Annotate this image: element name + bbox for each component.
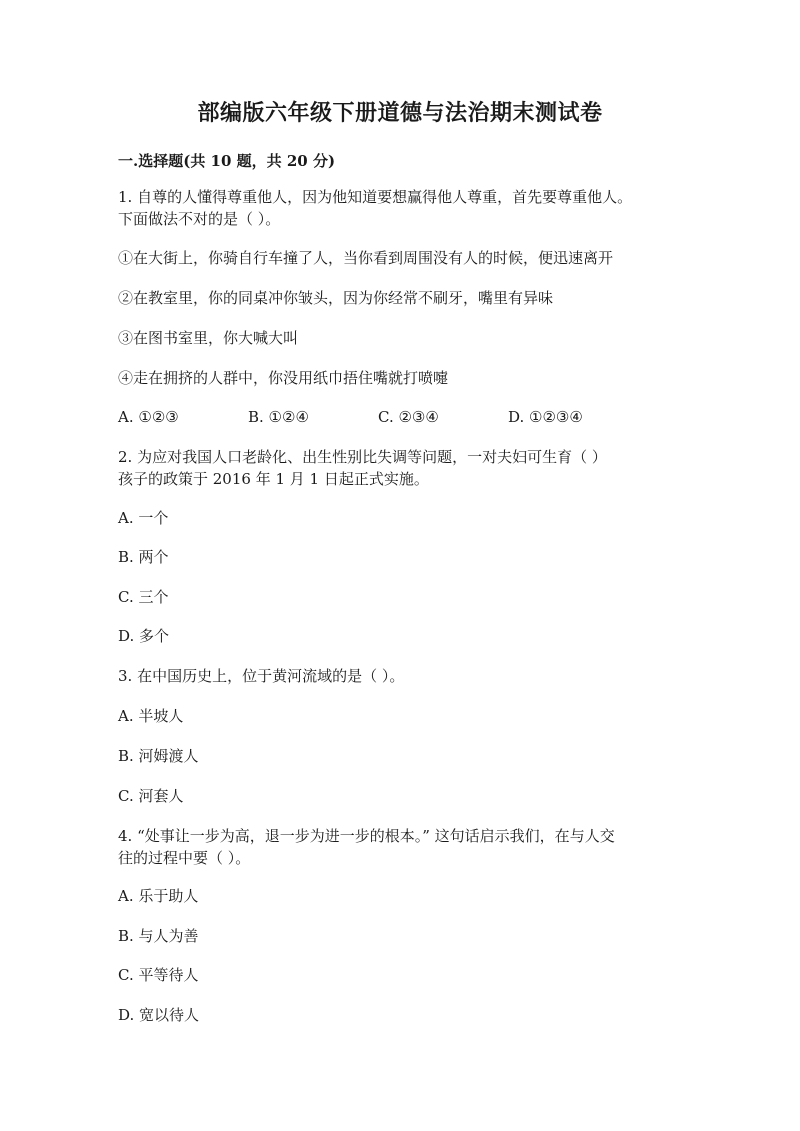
q3-option-a: A. 半坡人 [118, 707, 184, 725]
q2-option-d: D. 多个 [118, 627, 170, 645]
q1-statement-1: ①在大街上，你骑自行车撞了人，当你看到周围没有人的时候，便迅速离开 [118, 249, 614, 267]
q1-stem-line1: 1. 自尊的人懂得尊重他人，因为他知道要想赢得他人尊重，首先要尊重他人。 [118, 188, 633, 206]
q4-option-a: A. 乐于助人 [118, 887, 199, 905]
q3-option-c: C. 河套人 [118, 787, 184, 805]
q2-stem-line2: 孩子的政策于 2016 年 1 月 1 日起正式实施。 [118, 470, 429, 488]
q2-stem-line1: 2. 为应对我国人口老龄化、出生性别比失调等问题，一对夫妇可生育（ ） [118, 448, 607, 466]
q4-option-c: C. 平等待人 [118, 966, 199, 984]
q4-option-b: B. 与人为善 [118, 927, 199, 945]
q3-option-b: B. 河姆渡人 [118, 747, 199, 765]
q2-option-c: C. 三个 [118, 588, 169, 606]
section-header: 一.选择题(共 10 题，共 20 分) [118, 152, 336, 170]
q1-option-b: B. ①②④ [248, 408, 309, 426]
q4-stem-line1: 4. “处事让一步为高，退一步为进一步的根本。” 这句话启示我们，在与人交 [118, 827, 615, 845]
q1-stem-line2: 下面做法不对的是（ ）。 [118, 210, 281, 228]
q1-statement-2: ②在教室里，你的同桌冲你皱头，因为你经常不刷牙，嘴里有异味 [118, 289, 554, 307]
q3-stem: 3. 在中国历史上，位于黄河流域的是（ ）。 [118, 667, 405, 685]
q1-statement-3: ③在图书室里，你大喊大叫 [118, 329, 299, 347]
q1-option-c: C. ②③④ [378, 408, 439, 426]
q1-option-a: A. ①②③ [118, 408, 179, 426]
q4-option-d: D. 宽以待人 [118, 1006, 200, 1024]
q4-stem-line2: 往的过程中要（ ）。 [118, 849, 251, 867]
q1-statement-4: ④走在拥挤的人群中，你没用纸巾捂住嘴就打喷嚏 [118, 369, 449, 387]
q1-options-row [118, 408, 678, 430]
q2-option-b: B. 两个 [118, 548, 169, 566]
q1-option-d: D. ①②③④ [508, 408, 583, 426]
q2-option-a: A. 一个 [118, 509, 169, 527]
page-title: 部编版六年级下册道德与法治期末测试卷 [197, 100, 603, 126]
